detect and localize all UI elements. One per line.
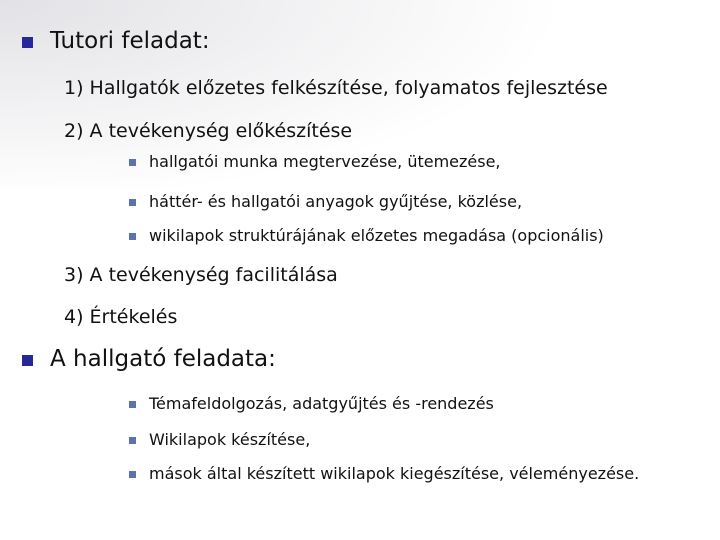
square-bullet-icon — [22, 37, 33, 48]
small-square-bullet-icon — [129, 471, 136, 478]
small-square-bullet-icon — [129, 401, 136, 408]
step-item: 2) A tevékenység előkészítése — [64, 120, 353, 142]
small-square-bullet-icon — [129, 159, 136, 166]
small-square-bullet-icon — [129, 199, 136, 206]
section-heading-student: A hallgató feladata: — [50, 346, 276, 372]
sub-item: wikilapok struktúrájának előzetes megadása (opcionális) — [149, 226, 604, 245]
step-item: 4) Értékelés — [64, 306, 178, 328]
sub-item: háttér- és hallgatói anyagok gyűjtése, közlése, — [149, 192, 523, 211]
square-bullet-icon — [22, 355, 33, 366]
section-heading-tutor: Tutori feladat: — [50, 28, 210, 54]
sub-item: mások által készített wikilapok kiegészítése, véleményezése. — [149, 464, 640, 483]
sub-item: Wikilapok készítése, — [149, 430, 311, 449]
sub-item: hallgatói munka megtervezése, ütemezése, — [149, 152, 501, 171]
sub-item: Témafeldolgozás, adatgyűjtés és -rendezés — [149, 394, 494, 413]
step-item: 3) A tevékenység facilitálása — [64, 264, 338, 286]
small-square-bullet-icon — [129, 437, 136, 444]
step-item: 1) Hallgatók előzetes felkészítése, folyamatos fejlesztése — [64, 77, 608, 99]
small-square-bullet-icon — [129, 233, 136, 240]
